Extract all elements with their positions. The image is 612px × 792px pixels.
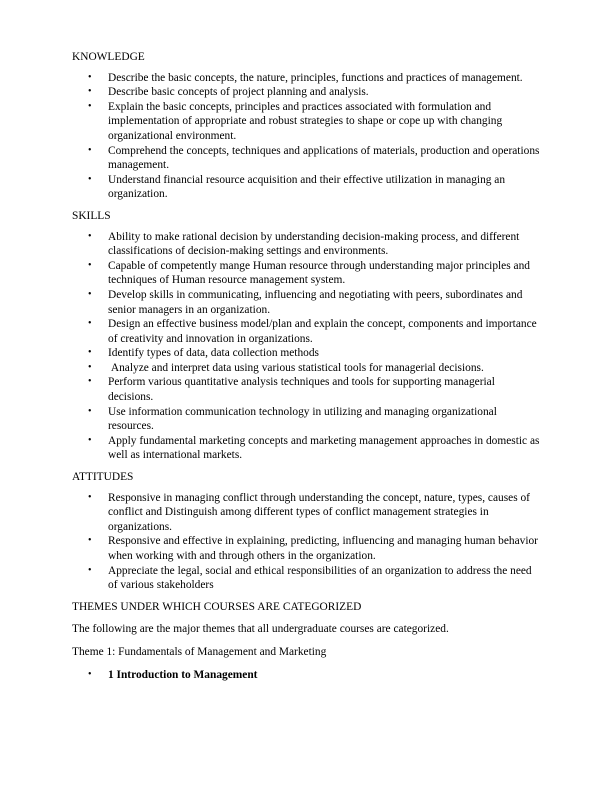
attitudes-heading: ATTITUDES [72, 471, 134, 484]
bullet-icon: • [88, 491, 92, 503]
list-item: • Develop skills in communicating, influencing and negotiating with peers, subordinates and senior managers in an organization. [88, 288, 523, 316]
bullet-icon: • [88, 535, 92, 547]
list-item: • Perform various quantitative analysis techniques and tools for supporting managerial decisions. [88, 376, 495, 404]
list-item: • Responsive and effective in explaining, predicting, influencing and managing human behavior when working with and through others in the organization. [88, 535, 538, 562]
theme-1-list [72, 668, 542, 683]
list-item: • Identify types of data, data collection methods [88, 347, 319, 360]
list-item: • Responsive in managing conflict through understanding the concept, nature, types, causes of conflict and Distinguish among different types of conflict management strategies in organizations. [88, 491, 530, 533]
bullet-icon: • [88, 71, 92, 83]
bullet-icon: • [88, 376, 92, 388]
bullet-icon: • [88, 100, 92, 112]
bullet-icon: • [88, 230, 92, 242]
list-item: • Describe basic concepts of project planning and analysis. [88, 86, 369, 99]
knowledge-list [72, 71, 542, 202]
list-item: • Explain the basic concepts, principles and practices associated with formulation and implementation of appropriate and robust strategies to shape or cope up with changing organizational environment. [88, 100, 503, 142]
knowledge-heading: KNOWLEDGE [72, 51, 145, 63]
list-item: • Analyze and interpret data using various statistical tools for managerial decisions. [88, 361, 484, 374]
bullet-icon: • [88, 173, 92, 185]
list-item: • Understand financial resource acquisition and their effective utilization in managing an organization. [88, 173, 506, 201]
skills-heading: SKILLS [72, 209, 111, 222]
bullet-icon: • [88, 564, 92, 576]
bullet-icon: • [88, 259, 92, 271]
bullet-icon: • [88, 347, 92, 359]
attitudes-list [72, 491, 542, 593]
document-page [72, 50, 542, 689]
list-item: • Use information communication technology in utilizing and managing organizational resources. [88, 405, 497, 433]
bullet-icon: • [88, 668, 92, 680]
list-item: • Describe the basic concepts, the nature, principles, functions and practices of management. [88, 71, 523, 84]
bullet-icon: • [88, 144, 92, 156]
themes-intro: The following are the major themes that all undergraduate courses are categorized. [72, 623, 449, 636]
theme-1-title: Theme 1: Fundamentals of Management and Marketing [72, 645, 327, 658]
list-item: • Comprehend the concepts, techniques and applications of materials, production and operations management. [88, 144, 540, 172]
bullet-icon: • [88, 405, 92, 417]
bullet-icon: • [88, 86, 92, 98]
bullet-icon: • [88, 288, 92, 300]
list-item: • Ability to make rational decision by understanding decision-making process, and different classifications of decision-making settings and environments. [88, 230, 520, 258]
bullet-icon: • [88, 318, 92, 330]
list-item: • Apply fundamental marketing concepts and marketing management approaches in domestic as well as international markets. [88, 434, 540, 462]
bullet-icon: • [88, 361, 92, 373]
list-item: • Design an effective business model/plan and explain the concept, components and importance of creativity and innovation in organizations. [88, 318, 537, 345]
skills-list [72, 230, 542, 464]
themes-heading: THEMES UNDER WHICH COURSES ARE CATEGORIZED [72, 600, 362, 613]
list-item: • Capable of competently mange Human resource through understanding major principles and techniques of Human resource management system. [88, 259, 530, 287]
bullet-icon: • [88, 434, 92, 446]
list-item: • 1 Introduction to Management [88, 668, 258, 681]
list-item: • Appreciate the legal, social and ethical responsibilities of an organization to address the need of various stakeholders [88, 564, 532, 592]
